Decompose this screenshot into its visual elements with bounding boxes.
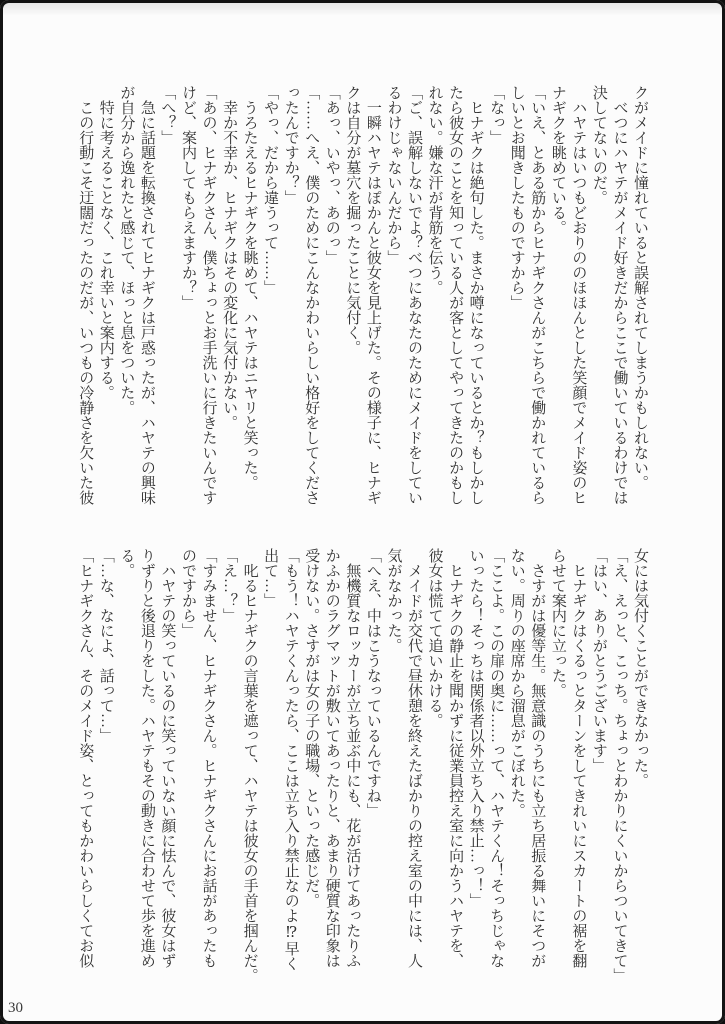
text-column: 「え、えっと、こっち。ちょっとわかりにくいからついてきて」 xyxy=(611,548,628,983)
text-column: りずりと後退りをした。ハヤテもその動きに合わせて歩を進め xyxy=(138,548,155,968)
text-column: る。 xyxy=(118,548,135,578)
text-column: らせて案内に立った。 xyxy=(549,548,566,698)
text-column: べつにハヤテがメイド好きだからここで働いているわけでは xyxy=(611,85,628,505)
text-column: 「……へえ、僕のためにこんなかわいらしい格好をしてくださ xyxy=(303,85,320,505)
text-column: 「あっ、いやっ、あのっ」 xyxy=(323,85,340,265)
text-column: 急に話題を転換されてヒナギクは戸惑ったが、ハヤテの興味 xyxy=(138,85,155,505)
text-column: ヒナギクの静止を聞かずに従業員控え室に向かうハヤテを、 xyxy=(447,548,464,968)
text-column: かふかのラグマットが敷いてあったりと、あまり硬質な印象は xyxy=(323,548,340,968)
text-column: 叱るヒナギクの言葉を遮って、ハヤテは彼女の手首を掴んだ。 xyxy=(241,548,258,983)
text-column: るわけじゃないんだから」 xyxy=(385,85,402,265)
text-column: れない。嫌な汗が背筋を伝う。 xyxy=(426,85,443,295)
text-column: 「へ？」 xyxy=(159,85,176,145)
text-column: この行動こそ迂闊だったのだが、いつもの冷静さを欠いた彼 xyxy=(77,85,94,505)
text-column: メイドが交代で昼休憩を終えたばかりの控え室の中には、人 xyxy=(405,548,422,968)
text-column: 決してないのだ。 xyxy=(590,85,607,205)
text-column: ヒナギクはくるっとターンをしてきれいにスカートの裾を翻 xyxy=(570,548,587,968)
text-column: クがメイドに憧れていると誤解されてしまうかもしれない。 xyxy=(632,85,648,490)
text-column: けど、案内してもらえますか？」 xyxy=(179,85,196,310)
page-number: 30 xyxy=(8,1000,23,1016)
text-column: うろたえるヒナギクを眺めて、ハヤテはニヤリと笑った。 xyxy=(241,85,258,490)
text-column: 「ここよ。この扉の奥に……って、ハヤテくん！そっちじゃな xyxy=(488,548,505,968)
text-column: 「ヒナギクさん、そのメイド姿、とってもかわいらしくてお似 xyxy=(77,548,94,968)
text-column: たら彼女のことを知っている人が客としてやってきたのかもし xyxy=(447,85,464,505)
text-column: 「やっ、だから違うって……」 xyxy=(262,85,279,295)
text-column: いったら！そっちは関係者以外立ち入り禁止…っ！」 xyxy=(467,548,484,908)
text-column: 「もう！ハヤテくんったら、ここは立ち入り禁止なのよ⁉早く xyxy=(282,548,299,971)
text-column: ない。周りの座席から溜息がこぼれた。 xyxy=(508,548,525,818)
text-column: ナギクを眺めている。 xyxy=(549,85,566,235)
text-column: 「ご、誤解しないでよ？べつにあなたのためにメイドをしてい xyxy=(405,85,422,505)
text-column: 無機質なロッカーが立ち並ぶ中にも、花が活けてあったりふ xyxy=(344,548,361,968)
text-column: ヒナギクは絶句した。まさか噂になっているとか？もしかし xyxy=(467,85,484,505)
text-column: ハヤテの笑っているのに笑っていない顔に怯んで、彼女はず xyxy=(159,548,176,968)
text-column: 「すみません、ヒナギクさん。ヒナギクさんにお話があったも xyxy=(200,548,217,968)
text-column: 出て…」 xyxy=(262,548,279,608)
text-column: ったんですか？」 xyxy=(282,85,299,205)
text-column: のですから」 xyxy=(179,548,196,638)
text-column: 特に考えることなく、これ幸いと案内する。 xyxy=(97,85,114,400)
text-column: 受けない。さすがは女の子の職場、といった感じだ。 xyxy=(303,548,320,908)
text-column: 「はい、ありがとうございます」 xyxy=(590,548,607,773)
text-column: 彼女は慌てて追いかける。 xyxy=(426,548,443,728)
text-column: 「あの、ヒナギクさん、僕ちょっとお手洗いに行きたいんです xyxy=(200,85,217,505)
text-column: 気がなかった。 xyxy=(385,548,402,653)
text-column: 「いえ、とある筋からヒナギクさんがこちらで働かれているら xyxy=(529,85,546,505)
text-column: しいとお聞きしたものですから」 xyxy=(508,85,525,310)
text-column: 「へえ、中はこうなっているんですね」 xyxy=(364,548,381,818)
top-text-block xyxy=(75,85,650,537)
text-column: さすがは優等生。無意識のうちにも立ち居振る舞いにそつが xyxy=(529,548,546,968)
text-column: 女には気付くことができなかった。 xyxy=(632,548,648,788)
text-column: ハヤテはいつもどおりののほほんとした笑顔でメイド姿のヒ xyxy=(570,85,587,505)
text-column: 「…な、なによ、話って…」 xyxy=(97,548,114,743)
text-column: 「なっ」 xyxy=(488,85,505,145)
text-column: が自分から逸れたと感じて、ほっと息をついた。 xyxy=(118,85,135,415)
text-column: 「え…？」 xyxy=(221,548,238,623)
text-column: 幸か不幸か、ヒナギクはその変化に気付かない。 xyxy=(221,85,238,430)
bottom-text-block xyxy=(75,548,650,1000)
text-column: クは自分が墓穴を掘ったことに気付く。 xyxy=(344,85,361,355)
text-column: 一瞬ハヤテはぽかんと彼女を見上げた。その様子に、ヒナギ xyxy=(364,85,381,505)
